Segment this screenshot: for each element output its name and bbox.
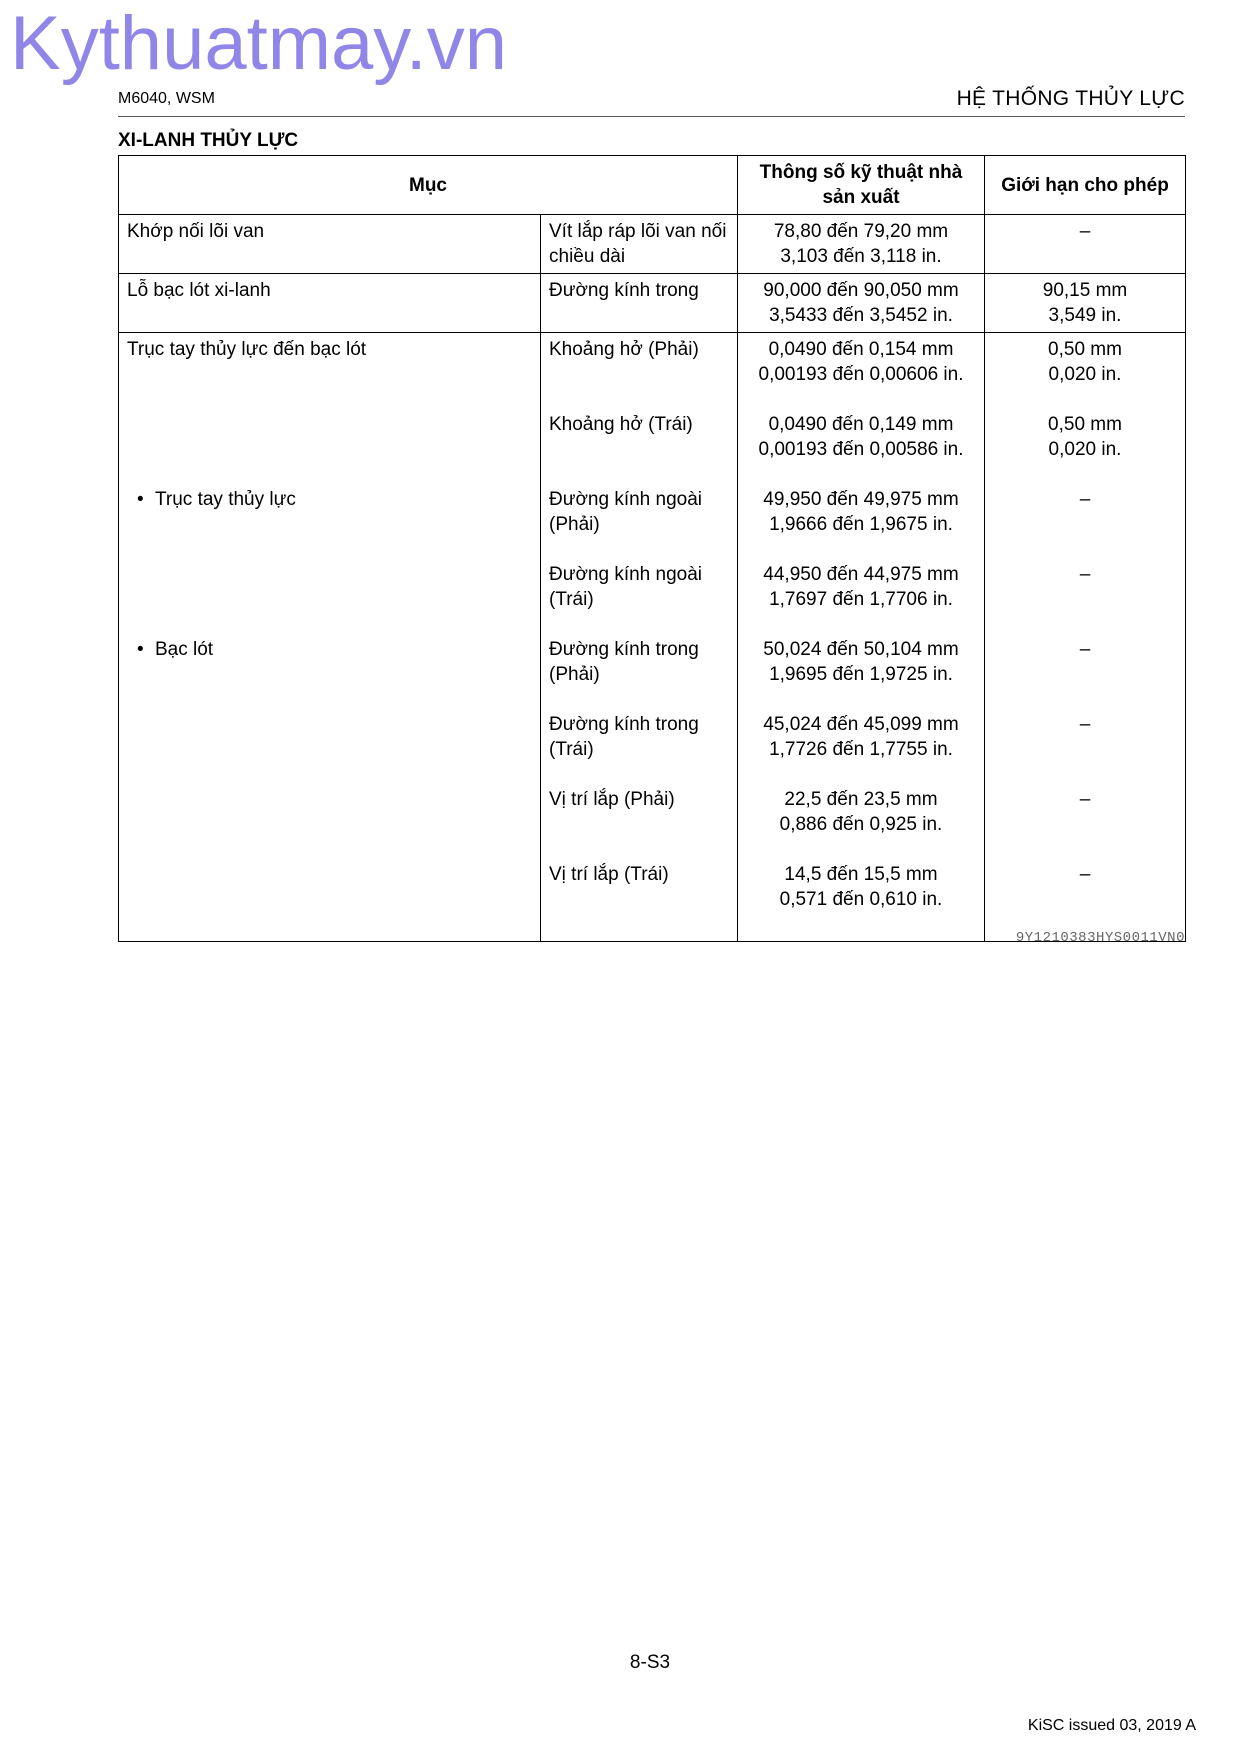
parameter-label: Đường kính trong (Trái): [549, 714, 699, 760]
spec-metric: 90,000 đến 90,050 mm: [763, 280, 959, 301]
spec-imperial: 0,00193 đến 0,00606 in.: [758, 364, 964, 385]
parameter-cell: [541, 333, 738, 942]
parameter-label: Đường kính trong: [549, 280, 699, 301]
item-entry: [127, 219, 532, 269]
spec-value: [744, 637, 978, 712]
limit-metric: –: [1079, 789, 1091, 810]
spec-value: [744, 562, 978, 637]
header-item: Mục: [119, 156, 738, 215]
spec-metric: 78,80 đến 79,20 mm: [773, 221, 949, 242]
limit-value: [991, 337, 1179, 412]
spec-metric: 44,950 đến 44,975 mm: [763, 564, 959, 585]
limit-value: [991, 637, 1179, 712]
limit-value: [991, 787, 1179, 862]
limit-imperial: 3,549 in.: [1048, 305, 1122, 326]
spec-imperial: 0,571 đến 0,610 in.: [779, 889, 943, 910]
spec-metric: 0,0490 đến 0,149 mm: [768, 414, 954, 435]
spec-table: [118, 155, 1186, 942]
limit-value: [991, 487, 1179, 562]
header-divider: [118, 116, 1185, 117]
spec-metric: 22,5 đến 23,5 mm: [784, 789, 938, 810]
spec-imperial: 1,7697 đến 1,7706 in.: [769, 589, 953, 610]
spec-value: [744, 337, 978, 412]
empty-entry: [127, 712, 532, 787]
sub-item-label: Trục tay thủy lực: [155, 489, 296, 510]
parameter-label: Đường kính ngoài (Trái): [549, 564, 702, 610]
watermark-logo: Kythuatmay.vn: [10, 1, 508, 86]
limit-imperial: 0,020 in.: [1048, 439, 1122, 460]
limit-cell: [985, 274, 1186, 333]
limit-cell: [985, 333, 1186, 942]
parameter-label: Vị trí lắp (Trái): [549, 864, 669, 885]
limit-value: [991, 862, 1179, 937]
parameter-label: Vít lắp ráp lõi van nối chiều dài: [549, 221, 727, 267]
item-cell: [119, 333, 541, 942]
table-row: [119, 215, 1186, 274]
item-entry: [127, 278, 532, 328]
limit-metric: –: [1079, 221, 1091, 242]
parameter-cell: [541, 215, 738, 274]
parameter-cell: [541, 274, 738, 333]
table-header-row: [119, 156, 1186, 215]
page-number: 8-S3: [629, 1652, 671, 1673]
spec-cell: [738, 274, 985, 333]
sub-item-entry: [127, 487, 532, 562]
header-chapter-title: HỆ THỐNG THỦY LỰC: [956, 87, 1185, 110]
section-title: XI-LANH THỦY LỰC: [118, 130, 299, 151]
spec-value: [744, 412, 978, 487]
item-entry: [127, 337, 532, 412]
table-row: [119, 333, 1186, 942]
limit-metric: 90,15 mm: [1042, 280, 1128, 301]
item-cell: [119, 215, 541, 274]
header-model: M6040, WSM: [118, 90, 215, 107]
spec-metric: 14,5 đến 15,5 mm: [784, 864, 938, 885]
item-label: Khớp nối lõi van: [127, 221, 265, 242]
limit-value: [991, 412, 1179, 487]
item-label: Trục tay thủy lực đến bạc lót: [127, 339, 367, 360]
sub-item-label: Bạc lót: [155, 639, 214, 660]
sub-item-entry: [127, 637, 532, 712]
limit-metric: 0,50 mm: [1048, 339, 1122, 360]
limit-metric: –: [1079, 489, 1091, 510]
spec-metric: 50,024 đến 50,104 mm: [763, 639, 959, 660]
spec-value: [744, 787, 978, 862]
spec-imperial: 1,7726 đến 1,7755 in.: [769, 739, 953, 760]
item-label: Lỗ bạc lót xi-lanh: [127, 280, 271, 301]
item-cell: [119, 274, 541, 333]
spec-value: [744, 487, 978, 562]
spec-imperial: 1,9695 đến 1,9725 in.: [769, 664, 953, 685]
bullet-icon: •: [137, 639, 144, 660]
parameter-label: Khoảng hở (Phải): [549, 339, 699, 360]
parameter-label: Đường kính ngoài (Phải): [549, 489, 702, 535]
spec-value: [744, 862, 978, 937]
limit-metric: –: [1079, 639, 1091, 660]
parameter-label: Đường kính trong (Phải): [549, 639, 699, 685]
spec-metric: 45,024 đến 45,099 mm: [763, 714, 959, 735]
empty-entry: [127, 412, 532, 487]
limit-metric: 0,50 mm: [1048, 414, 1122, 435]
limit-imperial: 0,020 in.: [1048, 364, 1122, 385]
bullet-icon: •: [137, 489, 144, 510]
spec-imperial: 3,103 đến 3,118 in.: [780, 246, 942, 267]
limit-value: [991, 219, 1179, 269]
spec-metric: 49,950 đến 49,975 mm: [763, 489, 959, 510]
spec-cell: [738, 215, 985, 274]
spec-imperial: 1,9666 đến 1,9675 in.: [769, 514, 953, 535]
limit-value: [991, 278, 1179, 328]
empty-entry: [127, 787, 532, 862]
table-row: [119, 274, 1186, 333]
limit-metric: –: [1079, 564, 1091, 585]
limit-metric: –: [1079, 864, 1091, 885]
parameter-label: Vị trí lắp (Phải): [549, 789, 675, 810]
empty-entry: [127, 562, 532, 637]
header-spec: Thông số kỹ thuật nhà sản xuất: [738, 156, 985, 215]
spec-value: [744, 712, 978, 787]
spec-value: [744, 278, 978, 328]
limit-value: [991, 562, 1179, 637]
spec-cell: [738, 333, 985, 942]
spec-metric: 0,0490 đến 0,154 mm: [768, 339, 954, 360]
spec-value: [744, 219, 978, 269]
limit-cell: [985, 215, 1186, 274]
spec-imperial: 0,00193 đến 0,00586 in.: [758, 439, 964, 460]
spec-imperial: 0,886 đến 0,925 in.: [779, 814, 943, 835]
spec-imperial: 3,5433 đến 3,5452 in.: [769, 305, 953, 326]
header-limit: Giới hạn cho phép: [985, 156, 1186, 215]
parameter-label: Khoảng hở (Trái): [549, 414, 693, 435]
issued-note: KiSC issued 03, 2019 A: [1027, 1717, 1196, 1734]
document-code: 9Y1210383HYS0011VN0: [1015, 930, 1185, 946]
limit-metric: –: [1079, 714, 1091, 735]
limit-value: [991, 712, 1179, 787]
empty-entry: [127, 862, 532, 937]
